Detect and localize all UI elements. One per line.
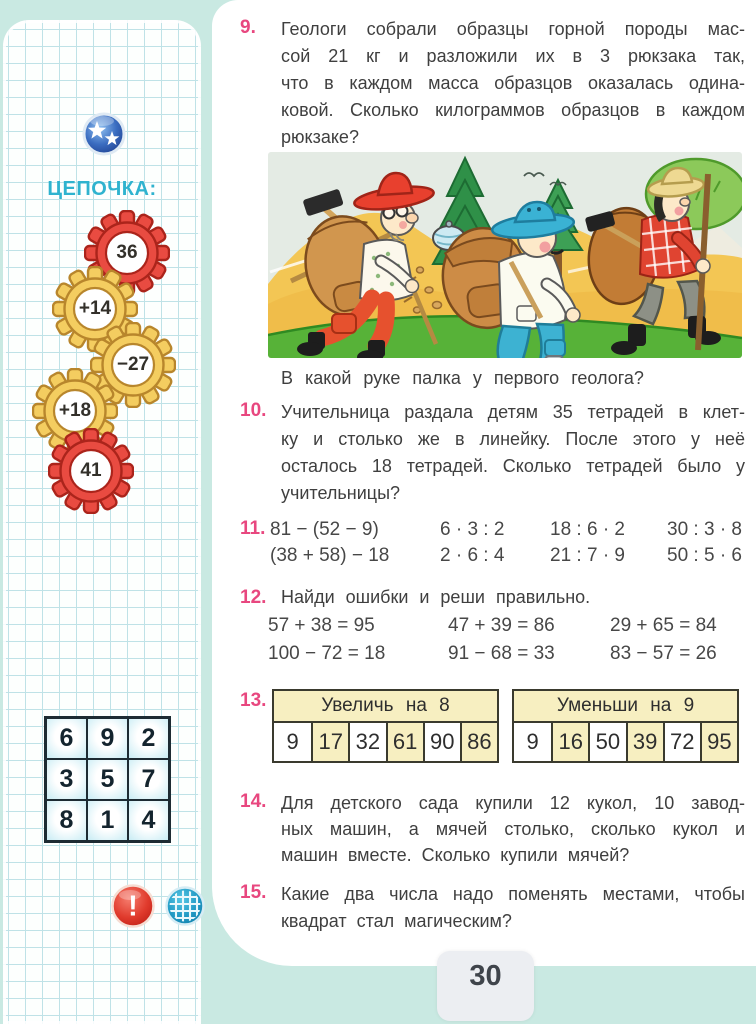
expression: 29 + 65 = 84 xyxy=(610,615,717,636)
decrease-table xyxy=(512,689,739,763)
expression: 50 : 5 · 6 xyxy=(667,545,742,566)
text-line: сой 21 кг и разложили их в 3 рюкзака так, xyxy=(281,46,745,66)
magic-square-cell: 1 xyxy=(88,801,127,840)
table-cell: 61 xyxy=(386,723,423,761)
chain-label: ЦЕПОЧКА: xyxy=(47,178,157,200)
table-cell: 72 xyxy=(663,723,700,761)
problem-number-12: 12. xyxy=(240,587,267,608)
problem-12-equations xyxy=(268,612,748,668)
magic-square-cell: 2 xyxy=(129,719,168,758)
table-cell: 86 xyxy=(460,723,497,761)
gear-value: +18 xyxy=(58,400,92,421)
expression: 18 : 6 · 2 xyxy=(550,519,625,540)
increase-table-row xyxy=(274,723,497,761)
expression: 81 − (52 − 9) xyxy=(270,519,379,540)
problem-number-11: 11. xyxy=(240,518,266,539)
text-line: Геологи собрали образцы горной породы мас- xyxy=(281,19,745,39)
text-line: квадрат стал магическим? xyxy=(281,911,512,931)
table-cell: 9 xyxy=(526,729,539,754)
text-line: что в каждом масса образцов оказалась одина- xyxy=(281,73,745,93)
text-line: Учительница раздала детям 35 тетрадей в клет- xyxy=(281,402,745,422)
text-line: машин вместе. Сколько купили мячей? xyxy=(281,845,630,865)
increase-table-header: Увеличь на 8 xyxy=(274,691,497,723)
gear-value: 36 xyxy=(116,242,138,263)
text-line: осталось 18 тетрадей. Сколько тетрадей было у xyxy=(281,456,745,476)
magic-square-cell: 9 xyxy=(88,719,127,758)
text-line: Какие два числа надо поменять местами, чтобы xyxy=(281,884,745,904)
magic-square-cell: 6 xyxy=(47,719,86,758)
expression: 21 : 7 · 9 xyxy=(550,545,625,566)
table-cell: 32 xyxy=(348,723,385,761)
table-cell: 16 xyxy=(551,723,588,761)
grid-icon xyxy=(163,884,207,928)
geologists-illustration xyxy=(268,152,742,358)
text-line: ных машин, а мячей столько, сколько кукол и xyxy=(281,819,745,839)
exclamation-icon xyxy=(109,882,157,930)
problem-number-10: 10. xyxy=(240,400,267,421)
gear-value: +14 xyxy=(78,298,112,319)
expression: 6 · 3 : 2 xyxy=(440,519,505,540)
svg-text:!: ! xyxy=(128,890,138,923)
gear-value: −27 xyxy=(116,354,150,375)
magic-square-cell: 7 xyxy=(129,760,168,799)
expression: (38 + 58) − 18 xyxy=(270,545,390,566)
increase-table xyxy=(272,689,499,763)
gear-chain xyxy=(6,23,198,1021)
text-line: ку и столько же в линейку. После этого у неё xyxy=(281,429,745,449)
table-cell: 90 xyxy=(423,723,460,761)
expression: 2 · 6 : 4 xyxy=(440,545,505,566)
magic-square-cell: 5 xyxy=(88,760,127,799)
table-cell: 9 xyxy=(286,729,299,754)
page-number-tab xyxy=(437,951,534,1021)
table-cell: 50 xyxy=(588,723,625,761)
expression: 83 − 57 = 26 xyxy=(610,643,717,664)
text-line: ковой. Сколько килограммов образцов в каждом xyxy=(281,100,745,120)
expression: 47 + 39 = 86 xyxy=(448,615,555,636)
expression: 91 − 68 = 33 xyxy=(448,643,555,664)
table-cell: 17 xyxy=(311,723,348,761)
table-cell: 39 xyxy=(626,723,663,761)
expression: 30 : 3 · 8 xyxy=(667,519,742,540)
gear-value: 41 xyxy=(80,460,102,481)
problem-9-text xyxy=(281,16,745,151)
problem-10-text xyxy=(281,399,745,507)
problem-9-question: В какой руке палка у первого геолога? xyxy=(281,368,644,388)
problem-number-13: 13. xyxy=(240,690,267,711)
magic-square xyxy=(44,716,171,843)
text-line: учительницы? xyxy=(281,483,401,503)
expression: 100 − 72 = 18 xyxy=(268,643,386,664)
problem-number-14: 14. xyxy=(240,791,267,812)
magic-square-cell: 8 xyxy=(47,801,86,840)
problem-11-expressions xyxy=(270,517,748,569)
page-number: 30 xyxy=(469,960,502,992)
problem-12-title: Найди ошибки и реши правильно. xyxy=(281,587,591,607)
decrease-table-row xyxy=(514,723,737,761)
magic-square-cell: 4 xyxy=(129,801,168,840)
table-cell: 95 xyxy=(700,723,737,761)
sidebar-grid-paper xyxy=(3,20,201,1024)
problem-15-text xyxy=(281,881,745,935)
decrease-table-header: Уменьши на 9 xyxy=(514,691,737,723)
problem-number-9: 9. xyxy=(240,17,256,38)
problem-14-text xyxy=(281,790,745,868)
expression: 57 + 38 = 95 xyxy=(268,615,375,636)
text-line: Для детского сада купили 12 кукол, 10 завод- xyxy=(281,793,745,813)
problem-number-15: 15. xyxy=(240,882,267,903)
text-line: рюкзаке? xyxy=(281,127,359,147)
magic-square-cell: 3 xyxy=(47,760,86,799)
